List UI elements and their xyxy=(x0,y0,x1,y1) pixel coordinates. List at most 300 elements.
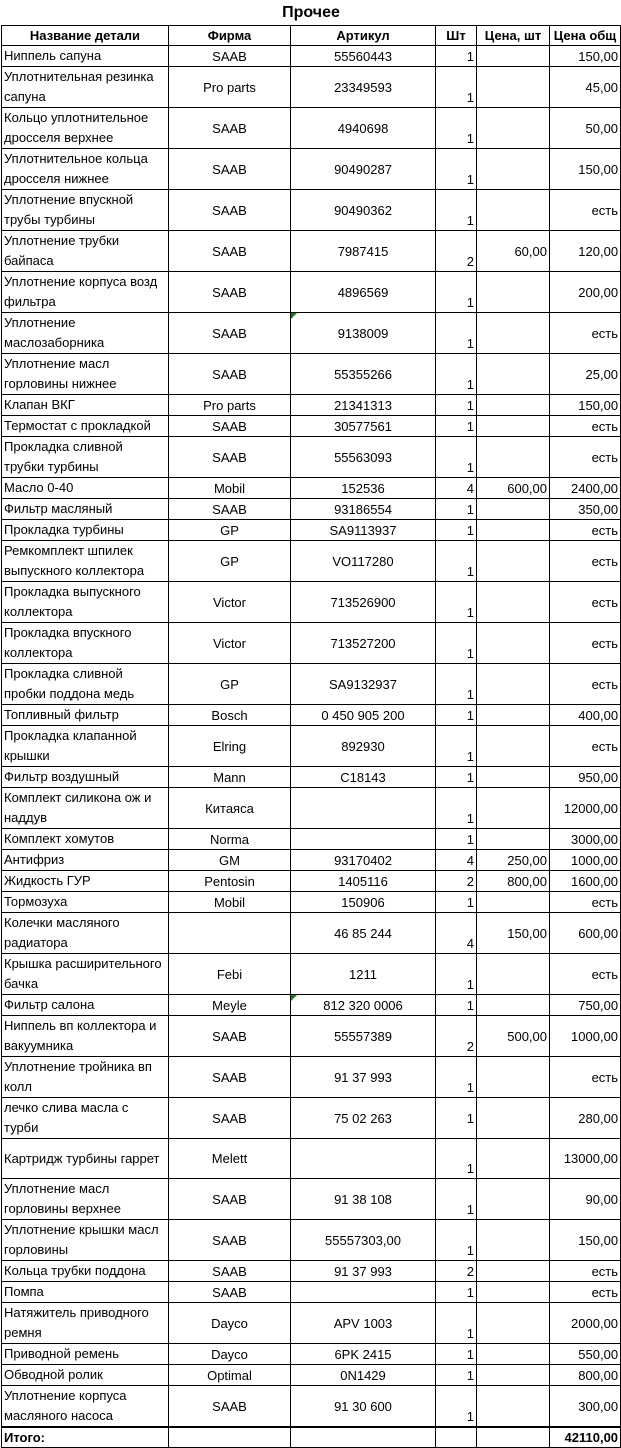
firm-cell[interactable]: SAAB xyxy=(169,108,291,149)
total-empty-cell[interactable] xyxy=(477,1427,550,1448)
qty-cell[interactable]: 4 xyxy=(436,913,477,954)
total-empty-cell[interactable] xyxy=(436,1427,477,1448)
unit-price-cell[interactable] xyxy=(477,395,550,416)
article-cell[interactable]: 0 450 905 200 xyxy=(291,705,436,726)
unit-price-cell[interactable]: 500,00 xyxy=(477,1016,550,1057)
firm-cell[interactable]: SAAB xyxy=(169,1179,291,1220)
unit-price-cell[interactable] xyxy=(477,995,550,1016)
table-row xyxy=(2,272,621,313)
firm-cell[interactable]: SAAB xyxy=(169,272,291,313)
table-row xyxy=(2,478,621,499)
unit-price-cell[interactable] xyxy=(477,67,550,108)
firm-cell[interactable]: GM xyxy=(169,850,291,871)
part-name-cell[interactable]: Уплотнение тройника вп колл xyxy=(2,1057,169,1098)
total-price-cell[interactable]: 280,00 xyxy=(550,1098,621,1139)
unit-price-cell[interactable] xyxy=(477,1057,550,1098)
qty-cell[interactable]: 1 xyxy=(436,437,477,478)
total-row xyxy=(2,1427,621,1448)
part-name-cell[interactable]: Ниппель сапуна xyxy=(2,46,169,67)
total-price-cell[interactable]: 400,00 xyxy=(550,705,621,726)
part-name-cell[interactable]: Прокладка впускного коллектора xyxy=(2,623,169,664)
qty-cell[interactable]: 1 xyxy=(436,541,477,582)
total-price-cell[interactable]: 600,00 xyxy=(550,913,621,954)
unit-price-cell[interactable] xyxy=(477,1386,550,1428)
table-row xyxy=(2,892,621,913)
firm-cell[interactable]: Optimal xyxy=(169,1365,291,1386)
firm-cell[interactable]: SAAB xyxy=(169,1016,291,1057)
header-firm[interactable]: Фирма xyxy=(169,26,291,46)
article-cell[interactable]: SA9113937 xyxy=(291,520,436,541)
article-cell[interactable]: 713527200 xyxy=(291,623,436,664)
part-name-cell[interactable]: Клапан ВКГ xyxy=(2,395,169,416)
part-name-cell[interactable]: Обводной ролик xyxy=(2,1365,169,1386)
total-price-cell[interactable]: 12000,00 xyxy=(550,788,621,829)
part-name-cell[interactable]: Прокладка турбины xyxy=(2,520,169,541)
part-name-cell[interactable]: Приводной ремень xyxy=(2,1344,169,1365)
total-price-cell[interactable]: есть xyxy=(550,190,621,231)
article-cell[interactable]: 91 30 600 xyxy=(291,1386,436,1428)
part-name-cell[interactable]: Уплотнение корпуса возд фильтра xyxy=(2,272,169,313)
article-cell[interactable]: 812 320 0006 xyxy=(291,995,436,1016)
firm-cell[interactable]: SAAB xyxy=(169,1386,291,1428)
unit-price-cell[interactable] xyxy=(477,582,550,623)
qty-cell[interactable]: 2 xyxy=(436,1261,477,1282)
article-cell[interactable]: 152536 xyxy=(291,478,436,499)
firm-cell[interactable]: Китаяса xyxy=(169,788,291,829)
qty-cell[interactable]: 1 xyxy=(436,995,477,1016)
firm-cell[interactable]: Mobil xyxy=(169,892,291,913)
total-price-cell[interactable]: 2400,00 xyxy=(550,478,621,499)
firm-cell[interactable]: GP xyxy=(169,541,291,582)
qty-cell[interactable]: 1 xyxy=(436,954,477,995)
article-cell[interactable]: VO117280 xyxy=(291,541,436,582)
part-name-cell[interactable]: Колечки масляного радиатора xyxy=(2,913,169,954)
article-cell[interactable]: 55560443 xyxy=(291,46,436,67)
qty-cell[interactable]: 2 xyxy=(436,871,477,892)
part-name-cell[interactable]: Уплотнительное кольца дросселя нижнее xyxy=(2,149,169,190)
unit-price-cell[interactable] xyxy=(477,954,550,995)
article-cell[interactable] xyxy=(291,788,436,829)
qty-cell[interactable]: 1 xyxy=(436,1303,477,1344)
table-row xyxy=(2,1179,621,1220)
table-row xyxy=(2,850,621,871)
total-price-cell[interactable]: 13000,00 xyxy=(550,1139,621,1179)
unit-price-cell[interactable] xyxy=(477,499,550,520)
article-cell[interactable]: 30577561 xyxy=(291,416,436,437)
qty-cell[interactable]: 1 xyxy=(436,1098,477,1139)
unit-price-cell[interactable] xyxy=(477,1303,550,1344)
total-price-cell[interactable]: 800,00 xyxy=(550,1365,621,1386)
unit-price-cell[interactable] xyxy=(477,437,550,478)
firm-cell[interactable]: SAAB xyxy=(169,1220,291,1261)
unit-price-cell[interactable] xyxy=(477,313,550,354)
part-name-cell[interactable]: Фильтр салона xyxy=(2,995,169,1016)
total-price-cell[interactable]: 90,00 xyxy=(550,1179,621,1220)
total-price-cell[interactable]: есть xyxy=(550,437,621,478)
parts-table xyxy=(1,0,621,1448)
qty-cell[interactable]: 1 xyxy=(436,416,477,437)
total-price-cell[interactable]: 150,00 xyxy=(550,149,621,190)
part-name-cell[interactable]: Фильтр воздушный xyxy=(2,767,169,788)
firm-cell[interactable]: Pentosin xyxy=(169,871,291,892)
firm-cell[interactable]: Dayco xyxy=(169,1303,291,1344)
qty-cell[interactable]: 1 xyxy=(436,726,477,767)
firm-cell[interactable]: SAAB xyxy=(169,437,291,478)
table-row xyxy=(2,354,621,395)
qty-cell[interactable]: 1 xyxy=(436,272,477,313)
table-row xyxy=(2,499,621,520)
table-row xyxy=(2,541,621,582)
total-price-cell[interactable]: 2000,00 xyxy=(550,1303,621,1344)
unit-price-cell[interactable] xyxy=(477,272,550,313)
total-price-cell[interactable]: есть xyxy=(550,1261,621,1282)
qty-cell[interactable]: 1 xyxy=(436,190,477,231)
firm-cell[interactable] xyxy=(169,913,291,954)
qty-cell[interactable]: 1 xyxy=(436,705,477,726)
part-name-cell[interactable]: Комплект хомутов xyxy=(2,829,169,850)
part-name-cell[interactable]: Ремкомплект шпилек выпускного коллектора xyxy=(2,541,169,582)
article-cell[interactable]: 93186554 xyxy=(291,499,436,520)
firm-cell[interactable]: Norma xyxy=(169,829,291,850)
table-row xyxy=(2,705,621,726)
firm-cell[interactable]: Dayco xyxy=(169,1344,291,1365)
article-cell[interactable]: 55563093 xyxy=(291,437,436,478)
part-name-cell[interactable]: лечко слива масла с турби xyxy=(2,1098,169,1139)
firm-cell[interactable]: GP xyxy=(169,520,291,541)
unit-price-cell[interactable] xyxy=(477,190,550,231)
article-cell[interactable]: 4940698 xyxy=(291,108,436,149)
unit-price-cell[interactable]: 250,00 xyxy=(477,850,550,871)
header-article[interactable]: Артикул xyxy=(291,26,436,46)
total-price-cell[interactable]: есть xyxy=(550,520,621,541)
total-price-cell[interactable]: 120,00 xyxy=(550,231,621,272)
total-price-cell[interactable]: 3000,00 xyxy=(550,829,621,850)
table-row xyxy=(2,871,621,892)
table-body xyxy=(2,46,621,1428)
qty-cell[interactable]: 1 xyxy=(436,623,477,664)
part-name-cell[interactable]: Уплотнение маслозаборника xyxy=(2,313,169,354)
firm-cell[interactable]: SAAB xyxy=(169,1057,291,1098)
unit-price-cell[interactable] xyxy=(477,46,550,67)
unit-price-cell[interactable]: 60,00 xyxy=(477,231,550,272)
firm-cell[interactable]: Melett xyxy=(169,1139,291,1179)
total-price-cell[interactable]: 1000,00 xyxy=(550,850,621,871)
table-row xyxy=(2,788,621,829)
article-cell[interactable]: 55557389 xyxy=(291,1016,436,1057)
qty-cell[interactable]: 1 xyxy=(436,354,477,395)
part-name-cell[interactable]: Картридж турбины гаррет xyxy=(2,1139,169,1179)
article-cell[interactable]: 4896569 xyxy=(291,272,436,313)
unit-price-cell[interactable] xyxy=(477,623,550,664)
qty-cell[interactable]: 1 xyxy=(436,313,477,354)
article-cell[interactable]: 23349593 xyxy=(291,67,436,108)
article-cell[interactable]: 1211 xyxy=(291,954,436,995)
unit-price-cell[interactable] xyxy=(477,726,550,767)
article-cell[interactable]: 9138009 xyxy=(291,313,436,354)
total-empty-cell[interactable] xyxy=(291,1427,436,1448)
unit-price-cell[interactable] xyxy=(477,354,550,395)
table-row xyxy=(2,313,621,354)
qty-cell[interactable]: 1 xyxy=(436,1179,477,1220)
firm-cell[interactable]: Pro parts xyxy=(169,67,291,108)
unit-price-cell[interactable]: 150,00 xyxy=(477,913,550,954)
firm-cell[interactable]: Victor xyxy=(169,623,291,664)
total-price-cell[interactable]: 150,00 xyxy=(550,1220,621,1261)
article-cell[interactable]: 55557303,00 xyxy=(291,1220,436,1261)
table-row xyxy=(2,1344,621,1365)
unit-price-cell[interactable] xyxy=(477,1261,550,1282)
part-name-cell[interactable]: Уплотнительная резинка сапуна xyxy=(2,67,169,108)
firm-cell[interactable]: Mobil xyxy=(169,478,291,499)
table-row xyxy=(2,108,621,149)
qty-cell[interactable]: 1 xyxy=(436,1282,477,1303)
qty-cell[interactable]: 1 xyxy=(436,788,477,829)
total-price-cell[interactable]: 50,00 xyxy=(550,108,621,149)
firm-cell[interactable]: SAAB xyxy=(169,1098,291,1139)
sheet-title[interactable]: Прочее xyxy=(282,4,340,21)
total-price-cell[interactable]: 950,00 xyxy=(550,767,621,788)
qty-cell[interactable]: 1 xyxy=(436,582,477,623)
firm-cell[interactable]: SAAB xyxy=(169,313,291,354)
total-price-cell[interactable]: 1600,00 xyxy=(550,871,621,892)
part-name-cell[interactable]: Натяжитель приводного ремня xyxy=(2,1303,169,1344)
unit-price-cell[interactable] xyxy=(477,1365,550,1386)
firm-cell[interactable]: SAAB xyxy=(169,1282,291,1303)
table-row xyxy=(2,664,621,705)
firm-cell[interactable]: Bosch xyxy=(169,705,291,726)
table-row xyxy=(2,437,621,478)
unit-price-cell[interactable] xyxy=(477,1344,550,1365)
part-name-cell[interactable]: Ниппель вп коллектора и вакуумника xyxy=(2,1016,169,1057)
article-cell[interactable]: 46 85 244 xyxy=(291,913,436,954)
unit-price-cell[interactable] xyxy=(477,705,550,726)
firm-cell[interactable]: SAAB xyxy=(169,354,291,395)
unit-price-cell[interactable] xyxy=(477,1282,550,1303)
firm-cell[interactable]: SAAB xyxy=(169,190,291,231)
table-row xyxy=(2,1098,621,1139)
firm-cell[interactable]: GP xyxy=(169,664,291,705)
qty-cell[interactable]: 1 xyxy=(436,108,477,149)
total-price-cell[interactable]: 1000,00 xyxy=(550,1016,621,1057)
firm-cell[interactable]: SAAB xyxy=(169,231,291,272)
qty-cell[interactable]: 1 xyxy=(436,499,477,520)
article-cell[interactable]: 91 37 993 xyxy=(291,1261,436,1282)
unit-price-cell[interactable] xyxy=(477,1220,550,1261)
article-cell[interactable]: 1405116 xyxy=(291,871,436,892)
unit-price-cell[interactable] xyxy=(477,1179,550,1220)
qty-cell[interactable]: 1 xyxy=(436,520,477,541)
unit-price-cell[interactable] xyxy=(477,664,550,705)
table-row xyxy=(2,582,621,623)
article-cell[interactable]: 21341313 xyxy=(291,395,436,416)
total-price-cell[interactable]: есть xyxy=(550,313,621,354)
firm-cell[interactable]: SAAB xyxy=(169,499,291,520)
table-row xyxy=(2,46,621,67)
qty-cell[interactable]: 1 xyxy=(436,149,477,190)
unit-price-cell[interactable] xyxy=(477,829,550,850)
unit-price-cell[interactable] xyxy=(477,416,550,437)
total-price-cell[interactable]: 150,00 xyxy=(550,46,621,67)
part-name-cell[interactable]: Уплотнение крышки масл горловины xyxy=(2,1220,169,1261)
part-name-cell[interactable]: Прокладка выпускного коллектора xyxy=(2,582,169,623)
total-price-cell[interactable]: 750,00 xyxy=(550,995,621,1016)
firm-cell[interactable]: Victor xyxy=(169,582,291,623)
qty-cell[interactable]: 1 xyxy=(436,46,477,67)
article-cell[interactable] xyxy=(291,1282,436,1303)
part-name-cell[interactable]: Крышка расширительного бачка xyxy=(2,954,169,995)
total-empty-cell[interactable] xyxy=(169,1427,291,1448)
part-name-cell[interactable]: Жидкость ГУР xyxy=(2,871,169,892)
firm-cell[interactable]: Febi xyxy=(169,954,291,995)
part-name-cell[interactable]: Кольца трубки поддона xyxy=(2,1261,169,1282)
unit-price-cell[interactable] xyxy=(477,541,550,582)
part-name-cell[interactable]: Прокладка сливной пробки поддона медь xyxy=(2,664,169,705)
qty-cell[interactable]: 1 xyxy=(436,892,477,913)
qty-cell[interactable]: 1 xyxy=(436,395,477,416)
table-row xyxy=(2,767,621,788)
part-name-cell[interactable]: Фильтр масляный xyxy=(2,499,169,520)
table-row xyxy=(2,954,621,995)
qty-cell[interactable]: 1 xyxy=(436,664,477,705)
part-name-cell[interactable]: Комплект силикона ож и наддув xyxy=(2,788,169,829)
qty-cell[interactable]: 1 xyxy=(436,1344,477,1365)
unit-price-cell[interactable] xyxy=(477,149,550,190)
part-name-cell[interactable]: Антифриз xyxy=(2,850,169,871)
total-price-cell[interactable]: есть xyxy=(550,623,621,664)
part-name-cell[interactable]: Уплотнение впускной трубы турбины xyxy=(2,190,169,231)
qty-cell[interactable]: 2 xyxy=(436,231,477,272)
article-cell[interactable]: 91 38 108 xyxy=(291,1179,436,1220)
total-price-cell[interactable]: 150,00 xyxy=(550,395,621,416)
qty-cell[interactable]: 1 xyxy=(436,1386,477,1428)
total-price-cell[interactable]: есть xyxy=(550,416,621,437)
total-price-cell[interactable]: 300,00 xyxy=(550,1386,621,1428)
firm-cell[interactable]: SAAB xyxy=(169,149,291,190)
qty-cell[interactable]: 4 xyxy=(436,478,477,499)
table-row xyxy=(2,1016,621,1057)
total-price-cell[interactable]: 550,00 xyxy=(550,1344,621,1365)
firm-cell[interactable]: SAAB xyxy=(169,1261,291,1282)
total-price-cell[interactable]: есть xyxy=(550,954,621,995)
qty-cell[interactable]: 4 xyxy=(436,850,477,871)
table-row xyxy=(2,1139,621,1179)
header-price[interactable]: Цена, шт xyxy=(477,26,550,46)
header-row xyxy=(2,26,621,46)
article-cell[interactable]: 93170402 xyxy=(291,850,436,871)
total-price-cell[interactable]: есть xyxy=(550,892,621,913)
header-name[interactable]: Название детали xyxy=(2,26,169,46)
total-price-cell[interactable]: есть xyxy=(550,664,621,705)
part-name-cell[interactable]: Прокладка клапанной крышки xyxy=(2,726,169,767)
unit-price-cell[interactable] xyxy=(477,767,550,788)
article-cell[interactable]: SA9132937 xyxy=(291,664,436,705)
header-total[interactable]: Цена общ xyxy=(550,26,621,46)
firm-cell[interactable]: Pro parts xyxy=(169,395,291,416)
part-name-cell[interactable]: Уплотнение трубки байпаса xyxy=(2,231,169,272)
article-cell[interactable]: 6PK 2415 xyxy=(291,1344,436,1365)
unit-price-cell[interactable] xyxy=(477,892,550,913)
article-cell[interactable]: 75 02 263 xyxy=(291,1098,436,1139)
table-row xyxy=(2,416,621,437)
table-row xyxy=(2,520,621,541)
qty-cell[interactable]: 2 xyxy=(436,1016,477,1057)
part-name-cell[interactable]: Уплотнение корпуса масляного насоса xyxy=(2,1386,169,1428)
table-row xyxy=(2,190,621,231)
total-label[interactable]: Итого: xyxy=(2,1427,169,1448)
table-row xyxy=(2,67,621,108)
part-name-cell[interactable]: Термостат с прокладкой xyxy=(2,416,169,437)
article-cell[interactable] xyxy=(291,829,436,850)
qty-cell[interactable]: 1 xyxy=(436,1220,477,1261)
part-name-cell[interactable]: Уплотнение масл горловины верхнее xyxy=(2,1179,169,1220)
total-price-cell[interactable]: 25,00 xyxy=(550,354,621,395)
total-price-cell[interactable]: 350,00 xyxy=(550,499,621,520)
article-cell[interactable]: 55355266 xyxy=(291,354,436,395)
part-name-cell[interactable]: Масло 0-40 xyxy=(2,478,169,499)
part-name-cell[interactable]: Прокладка сливной трубки турбины xyxy=(2,437,169,478)
article-cell[interactable]: 0N1429 xyxy=(291,1365,436,1386)
firm-cell[interactable]: Mann xyxy=(169,767,291,788)
table-row xyxy=(2,995,621,1016)
article-cell[interactable] xyxy=(291,1139,436,1179)
table-row xyxy=(2,1220,621,1261)
part-name-cell[interactable]: Помпа xyxy=(2,1282,169,1303)
total-price-cell[interactable]: 45,00 xyxy=(550,67,621,108)
qty-cell[interactable]: 1 xyxy=(436,67,477,108)
table-row xyxy=(2,231,621,272)
total-price-cell[interactable]: есть xyxy=(550,1282,621,1303)
header-qty[interactable]: Шт xyxy=(436,26,477,46)
part-name-cell[interactable]: Кольцо уплотнительное дросселя верхнее xyxy=(2,108,169,149)
qty-cell[interactable]: 1 xyxy=(436,1365,477,1386)
part-name-cell[interactable]: Топливный фильтр xyxy=(2,705,169,726)
total-price-cell[interactable]: есть xyxy=(550,582,621,623)
qty-cell[interactable]: 1 xyxy=(436,829,477,850)
qty-cell[interactable]: 1 xyxy=(436,1057,477,1098)
unit-price-cell[interactable]: 800,00 xyxy=(477,871,550,892)
article-cell[interactable]: APV 1003 xyxy=(291,1303,436,1344)
article-cell[interactable]: 90490287 xyxy=(291,149,436,190)
article-cell[interactable]: 892930 xyxy=(291,726,436,767)
qty-cell[interactable]: 1 xyxy=(436,767,477,788)
unit-price-cell[interactable] xyxy=(477,788,550,829)
unit-price-cell[interactable]: 600,00 xyxy=(477,478,550,499)
unit-price-cell[interactable] xyxy=(477,520,550,541)
firm-cell[interactable]: Elring xyxy=(169,726,291,767)
total-price-cell[interactable]: есть xyxy=(550,541,621,582)
article-cell[interactable]: 150906 xyxy=(291,892,436,913)
unit-price-cell[interactable] xyxy=(477,1098,550,1139)
firm-cell[interactable]: SAAB xyxy=(169,46,291,67)
firm-cell[interactable]: Meyle xyxy=(169,995,291,1016)
article-cell[interactable]: 713526900 xyxy=(291,582,436,623)
unit-price-cell[interactable] xyxy=(477,108,550,149)
article-cell[interactable]: 91 37 993 xyxy=(291,1057,436,1098)
total-price-cell[interactable]: есть xyxy=(550,726,621,767)
part-name-cell[interactable]: Тормозуха xyxy=(2,892,169,913)
part-name-cell[interactable]: Уплотнение масл горловины нижнее xyxy=(2,354,169,395)
unit-price-cell[interactable] xyxy=(477,1139,550,1179)
article-cell[interactable]: 90490362 xyxy=(291,190,436,231)
firm-cell[interactable]: SAAB xyxy=(169,416,291,437)
grand-total[interactable]: 42110,00 xyxy=(550,1427,621,1448)
article-cell[interactable]: C18143 xyxy=(291,767,436,788)
table-row xyxy=(2,623,621,664)
total-price-cell[interactable]: 200,00 xyxy=(550,272,621,313)
article-cell[interactable]: 7987415 xyxy=(291,231,436,272)
total-price-cell[interactable]: есть xyxy=(550,1057,621,1098)
qty-cell[interactable]: 1 xyxy=(436,1139,477,1179)
